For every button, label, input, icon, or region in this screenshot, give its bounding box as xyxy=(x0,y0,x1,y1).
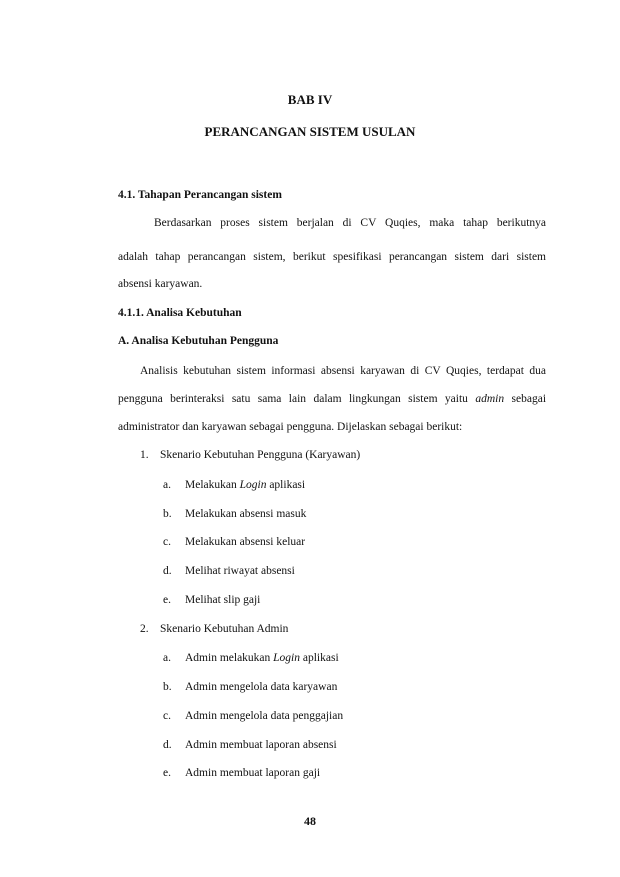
chapter-title: PERANCANGAN SISTEM USULAN xyxy=(204,124,416,139)
list-1-item-b-letter: b. xyxy=(163,508,172,520)
paragraph-4-1-line-1 xyxy=(154,216,546,230)
list-2-title: Skenario Kebutuhan Admin xyxy=(160,623,289,635)
list-2-item-e: Admin membuat laporan gaji xyxy=(185,767,321,779)
list-1-item-a-pre: Melakukan xyxy=(185,479,240,491)
paragraph-a-line-1 xyxy=(140,364,546,378)
paragraph-4-1-line-3: absensi karyawan. xyxy=(118,278,203,290)
section-heading-4-1: 4.1. Tahapan Perancangan sistem xyxy=(118,189,282,201)
list-1-number: 1. xyxy=(140,449,149,461)
subsection-heading-a: A. Analisa Kebutuhan Pengguna xyxy=(118,335,279,347)
paragraph-4-1-line-1-text: Berdasarkan proses sistem berjalan di CV Quqies, maka tahap berikutnya xyxy=(154,217,546,229)
list-2-item-c: Admin mengelola data penggajian xyxy=(185,710,344,722)
list-2-item-b-letter: b. xyxy=(163,681,172,693)
list-1-item-c-letter: c. xyxy=(163,536,171,548)
list-2-item-d: Admin membuat laporan absensi xyxy=(185,739,337,751)
list-1-item-d-letter: d. xyxy=(163,565,172,577)
list-1-item-c: Melakukan absensi keluar xyxy=(185,536,306,548)
list-1-item-a-letter: a. xyxy=(163,479,171,491)
paragraph-a-line-2 xyxy=(118,392,546,406)
list-1-item-b: Melakukan absensi masuk xyxy=(185,508,307,520)
list-2-item-a-post: aplikasi xyxy=(300,652,339,664)
list-1-title: Skenario Kebutuhan Pengguna (Karyawan) xyxy=(160,449,361,461)
list-2-item-b: Admin mengelola data karyawan xyxy=(185,681,338,693)
list-1-item-a-italic: Login xyxy=(239,479,267,491)
paragraph-a-line-3: administrator dan karyawan sebagai pengguna. Dijelaskan sebagai berikut: xyxy=(118,421,463,433)
paragraph-a-line-2-pre: pengguna berinteraksi satu sama lain dalam lingkungan sistem yaitu xyxy=(118,393,468,405)
list-1-item-e-letter: e. xyxy=(163,594,171,606)
list-2-item-a-italic: Login xyxy=(273,652,300,664)
chapter-number: BAB IV xyxy=(287,92,333,107)
paragraph-4-1-line-2-text: adalah tahap perancangan sistem, berikut spesifikasi perancangan sistem dari sistem xyxy=(118,251,546,263)
paragraph-4-1-line-2 xyxy=(118,250,546,264)
paragraph-a-line-2-italic: admin xyxy=(475,393,505,405)
list-1-item-d: Melihat riwayat absensi xyxy=(185,565,295,577)
list-2-item-c-letter: c. xyxy=(163,710,171,722)
page-number: 48 xyxy=(304,814,316,828)
list-2-item-a xyxy=(185,651,339,665)
section-heading-4-1-1: 4.1.1. Analisa Kebutuhan xyxy=(118,307,242,319)
list-2-item-a-letter: a. xyxy=(163,652,171,664)
paragraph-a-line-1-text: Analisis kebutuhan sistem informasi absensi karyawan di CV Quqies, terdapat dua xyxy=(140,365,546,377)
paragraph-a-line-2-text xyxy=(118,392,546,406)
list-2-item-e-letter: e. xyxy=(163,767,171,779)
paragraph-a-line-2-post: sebagai xyxy=(511,393,547,405)
list-2-number: 2. xyxy=(140,623,149,635)
list-2-item-a-pre: Admin melakukan xyxy=(185,652,274,664)
list-1-item-e: Melihat slip gaji xyxy=(185,594,261,606)
list-1-item-a xyxy=(185,478,305,492)
list-1-item-a-post: aplikasi xyxy=(266,479,306,491)
list-2-item-d-letter: d. xyxy=(163,739,172,751)
